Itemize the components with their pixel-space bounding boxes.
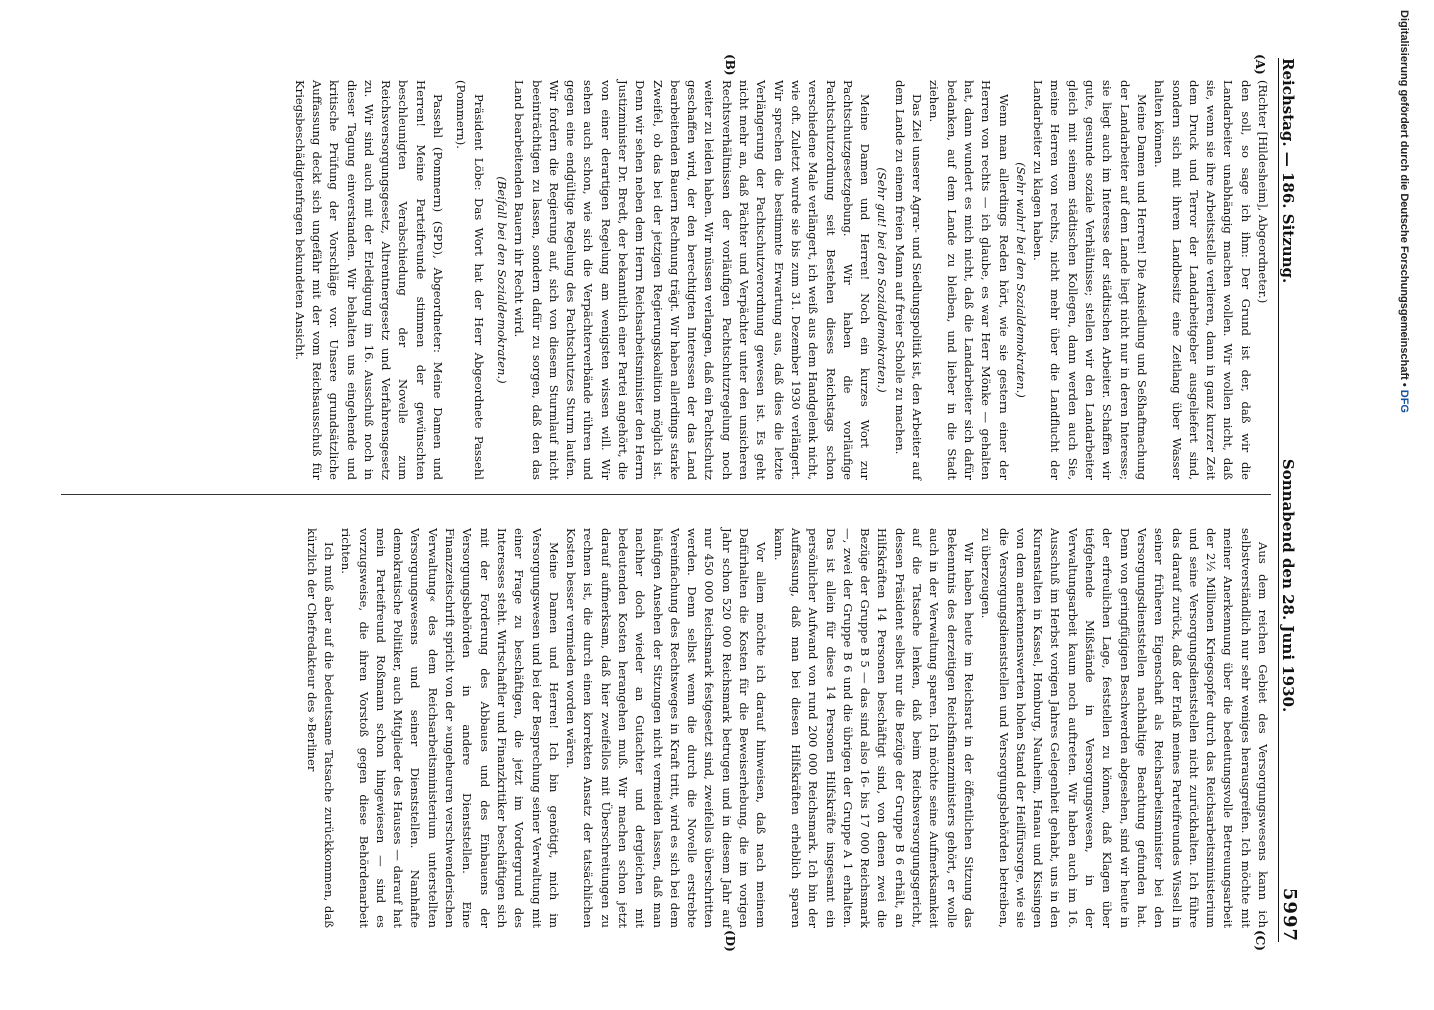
paragraph: (Beifall bei den Sozialdemokraten.) xyxy=(494,176,509,384)
dfg-logo: DFG xyxy=(1398,389,1410,413)
margin-mark-d: (D) xyxy=(723,930,737,952)
paragraph: (Richter [Hildesheim], Abgeordneter.) xyxy=(1256,80,1270,304)
paragraph: (Sehr gut! bei den Sozialdemokraten.) xyxy=(875,167,890,393)
paragraph: Wenn man allerdings Reden hört, wie sie gestern einer der Herren von rechts — ich glaube, es war Herr Mönke — gehalten hat, dann wundert es mich nicht, daß die Landarbeiter sich dafür bedanken, auf dem Lande zu bleiben, und lieber in die Stadt ziehen. xyxy=(927,80,1011,480)
margin-mark-b: (B) xyxy=(723,54,737,76)
paragraph: Das Ziel unserer Agrar- und Siedlungspolitik ist, den Arbeiter auf dem Lande zu einem freien Mann auf freier Scholle zu machen. xyxy=(892,80,925,480)
paragraph: Passehl (Pommern) (SPD), Abgeordneter: Meine Damen und Herren! Meine Parteifreunde stimmen der gewünschten beschleunigten Verabschiedung der Novelle zum Reichsversorgungsgesetz, Altrentnergesetz und Verfahrensgesetz zu. Wir sind auch mit der Erledigung im 16. Ausschuß noch in dieser Tagung einverstanden. Wir behalten uns eingehende und kritische Prüfung der Vorschläge vor. Unsere grundsätzliche Auffassung deckt sich ungefähr mit der vom Reichsausschuß für Kriegsbeschädigtenfragen bekundeten Ansicht. xyxy=(292,80,446,480)
margin-mark-a: (A) xyxy=(1253,54,1267,75)
column-divider xyxy=(61,494,1271,495)
paragraph: Präsident Löbe: Das Wort hat der Herr Abgeordnete Passehl (Pommern). xyxy=(454,80,486,480)
margin-mark-c: (C) xyxy=(1253,930,1267,951)
paragraph: Meine Damen und Herren! Die Ansiedlung und Seßhaftmachung der Landarbeiter auf dem Lande liegt nicht nur in deren Interesse; sie liegt auch im Interesse der städtischen Arbeiter. Schaffen wir gute, gesunde soziale Verhältnisse; stellen wir den Landarbeiter gleich mit seinem städtischen Kollegen, dann werden auch Sie, meine Herren von rechts, nicht mehr über die Landflucht der Landarbeiter zu klagen haben. xyxy=(1031,80,1149,480)
page-number: 5997 xyxy=(1279,887,1300,942)
paragraph: Wir haben heute im Reichsrat in der öffentlichen Sitzung das Bekenntnis des derzeitigen Reichsfinanzministers gehört, er wolle auch in der Verwaltung sparen. Ich möchte seine Aufmerksamkeit auf die Tatsache lenken, daß beim Reichsversorgungsgericht, dessen Präsident selbst nur die Bezüge der Gruppe B 6 erhält, an Hilfskräften 14 Personen beschäftigt sind, von denen zwei die Bezüge der Gruppe B 5 — das sind also 16- bis 17 000 Reichsmark —, zwei der Gruppe B 6 und die übrigen der Gruppe A 1 erhalten. Das ist allein für diese 14 Personen Hilfskräfte insgesamt ein persönlicher Aufwand von rund 200 000 Reichsmark. Ich bin der Auffassung, daß man bei diesen Hilfskräften erheblich sparen kann. xyxy=(771,528,976,928)
paragraph: Meine Damen und Herren! Noch ein kurzes Wort zur Pachtschutzgesetzgebung. Wir haben die vorläufige Pachtschutzordnung seit Bestehen dieses Reichstags schon verschiedene Male verlängert, ich weiß aus dem Handgelenk nicht, wie oft. Zuletzt wurde sie bis zum 31. Dezember 1930 verlängert. Wir sprechen die bestimmte Erwartung aus, daß dies die letzte Verlängerung der Pachtschutzverordnung gewesen ist. Es geht nicht mehr an, daß Pächter und Verpächter unter den unsicheren Rechtsverhältnissen der vorläufigen Pachtschutzregelung noch weiter zu leiden haben. Wir müssen verlangen, daß ein Pachtschutz geschaffen wird, der den berechtigten Interessen der das Land bearbeitenden Bauern Rechnung trägt. Wir haben allerdings starke Zweifel, ob das bei der jetzigen Regierungskoalition möglich ist. Denn wir sehen neben dem Herrn Reichsarbeitsminister den Herrn Justizminister Dr. Bredt, der bekanntlich einer Partei angehört, die von einer derartigen Regelung am wenigsten wissen will. Wir sehen auch schon, wie sich die Verpächterverbände rühren und gegen eine endgültige Regelung des Pachtschutzes Sturm laufen. Wir fordern die Regierung auf, sich von diesem Sturmlauf nicht beeinträchtigen zu lassen, sondern dafür zu sorgen, daß den das Land bearbeitenden Bauern ihr Recht wird. xyxy=(512,80,873,480)
rotated-print-page xyxy=(17,50,1317,950)
paragraph: Meine Damen und Herren! Ich bin genötigt, mich im Versorgungswesen und bei der Besprechung seiner Verwaltung mit einer Frage zu beschäftigen, die jetzt im Vordergrund des Interesses steht. Wirtschaftler und Finanzkritiker beschäftigen sich mit der Forderung des Abbaues und des Einbauens der Versorgungsbehörden in andere Dienststellen. Eine Finanzzeitschrift spricht von der »ungeheuren verschwenderischen Verwaltung« des dem Reichsarbeitsministerium unterstellten Versorgungswesens und seiner Dienststellen. Namhafte demokratische Politiker, auch Mitglieder des Hauses — darauf hat mein Parteifreund Roßmann schon hingewiesen — sind es vorzugsweise, die ihren Vorstoß gegen diese Behördenarbeit richten. xyxy=(339,528,561,928)
paragraph: den soll, so sage ich ihm: Der Grund ist der, daß wir die Landarbeiter unabhängig machen wollen. Wir wollen nicht, daß sie, wenn sie ihre Arbeitsstelle verlieren, dann in ganz kurzer Zeit dem Druck und Terror der Landarbeitgeber ausgeliefert sind, sondern sich mit ihrem Landbesitz eine Zeitlang über Wasser halten können. xyxy=(1152,80,1253,480)
paragraph: Aus dem reichen Gebiet des Versorgungswesens kann ich selbstverständlich nur sehr weniges herausgreifen. Ich möchte mit meiner Anerkennung über die bedeutungsvolle Betreuungsarbeit der 2½ Millionen Kriegsopfer durch das Reichsarbeitsministerium und seine Versorgungsdienststellen nicht zurückhalten. Ich führe das darauf zurück, daß der Erlaß meines Parteifreundes Wissell in seiner früheren Eigenschaft als Reichsarbeitsminister bei den Versorgungsdienststellen nachhaltige Beachtung gefunden hat. Denn von geringfügigen Beschwerden abgesehen, sind wir heute in der erfreulichen Lage, feststellen zu können, daß Klagen über tiefgehende Mißstände in Versorgungswesen, in der Verwaltungsarbeit kaum noch auftreten. Wir haben auch im 16. Ausschuß im Herbst vorigen Jahres Gelegenheit gehabt, uns in den Kuranstalten in Kassel, Homburg, Nauheim, Hanau und Kissingen von dem anerkennenswerten hohen Stand der Heilfürsorge, wie sie die Versorgungsdienststellen und Versorgungsbehörden betreiben, zu überzeugen. xyxy=(979,528,1270,928)
paragraph: (Sehr wahr! bei den Sozialdemokraten.) xyxy=(1013,162,1028,398)
header-session: Reichstag. — 186. Sitzung. xyxy=(1279,58,1297,284)
page-header xyxy=(1278,58,1307,942)
paragraph: Vor allem möchte ich darauf hinweisen, daß nach meinem Dafürhalten die Kosten für die Beweiserhebung, die im vorigen Jahr schon 520 000 Reichsmark betrugen und in diesem Jahr auf nur 450 000 Reichsmark festgesetzt sind, zweifellos überschritten werden. Denn selbst wenn die durch die Novelle erstrebte Vereinfachung des Rechtsweges in Kraft tritt, wird es sich bei dem häufigen Ansehen der Sitzungen nicht vermeiden lassen, daß man nachher doch wieder an Gutachter und dergleichen mit bedeutenden Kosten herangehen muß. Wir machen schon jetzt darauf aufmerksam, daß hier zweifellos mit Überschreitungen zu rechnen ist, die durch einen korrekten Ansatz der tatsächlichen Kosten besser vermieden worden wären. xyxy=(564,528,769,928)
right-column xyxy=(302,528,1271,928)
left-column xyxy=(290,80,1271,480)
paragraph: Ich muß aber auf die bedeutsame Tatsache zurückkommen, daß kürzlich der Chefredakteur des »Berliner xyxy=(304,528,336,928)
digitization-note xyxy=(1388,10,1410,1010)
header-date: Sonnabend den 28. Juni 1930. xyxy=(1279,458,1297,713)
digitization-text: Digitalisierung gefördert durch die Deutsche Forschungsgemeinschaft • xyxy=(1398,10,1410,387)
